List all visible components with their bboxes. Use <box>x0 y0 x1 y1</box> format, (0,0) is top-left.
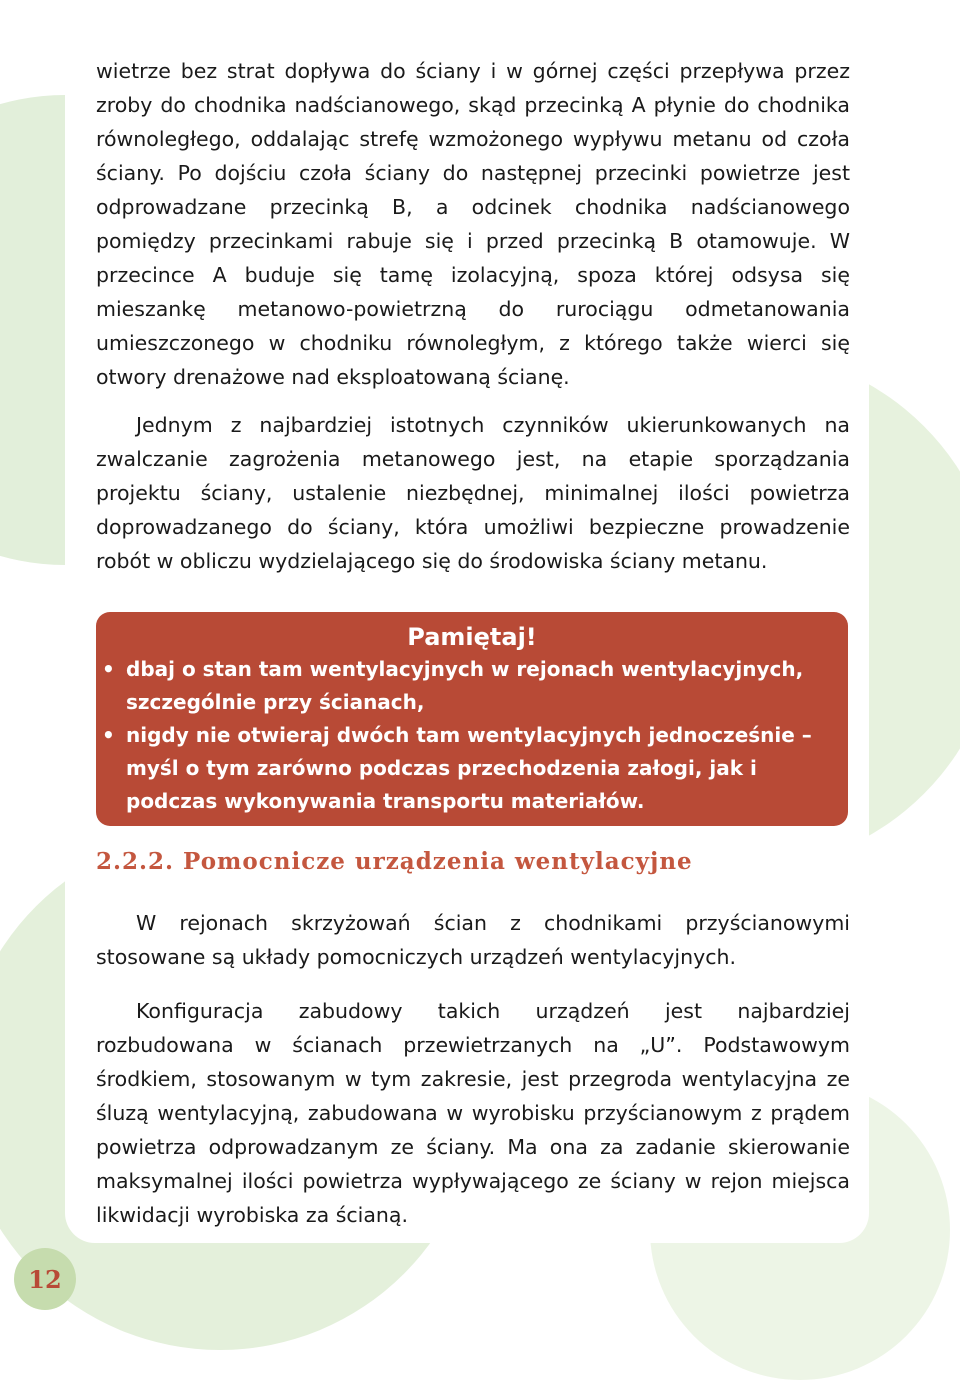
reminder-box <box>96 612 848 826</box>
body-paragraph: wietrze bez strat dopływa do ściany i w górnej części przepływa przez zroby do chodnika nadścianowego, skąd przecinką A płynie do chodnika równoległego, oddalając strefę wzmożonego wypływu metanu od czoła ściany. Po dojściu czoła ściany do następnej przecinki powietrze jest odprowadzane przecinką B, a odcinek chodnika nadścianowego pomiędzy przecinkami rabuje się i przed przecinką B otamowuje. W przecince A buduje się tamę izolacyjną, spoza której odsysa się mieszankę metanowo-powietrzną do rurociągu odmetanowania umieszczonego w chodniku równoległym, z którego także wierci się otwory drenażowe nad eksploatowaną ścianę. <box>96 59 850 389</box>
page-number: 12 <box>28 1264 62 1294</box>
body-paragraph: W rejonach skrzyżowań ścian z chodnikami przyścianowymi stosowane są układy pomocniczych urządzeń wentylacyjnych. <box>96 911 850 969</box>
bullet-icon: • <box>102 657 115 681</box>
reminder-item-text: nigdy nie otwieraj dwóch tam wentylacyjnych jednocześnie – myśl o tym zarówno podczas przechodzenia załogi, jak i podczas wykonywania transportu materiałów. <box>126 723 812 813</box>
section-heading: 2.2.2. Pomocnicze urządzenia wentylacyjne <box>96 848 693 875</box>
body-paragraph: Jednym z najbardziej istotnych czynników ukierunkowanych na zwalczanie zagrożenia metanowego jest, na etapie sporządzania projektu ściany, ustalenie niezbędnej, minimalnej ilości powietrza doprowadzanego do ściany, która umożliwi bezpieczne prowadzenie robót w obliczu wydzielającego się do środowiska ściany metanu. <box>96 413 850 573</box>
body-paragraph: Konfiguracja zabudowy takich urządzeń jest najbardziej rozbudowana w ścianach przewietrzanych na „U”. Podstawowym środkiem, stosowanym w tym zakresie, jest przegroda wentylacyjna ze śluzą wentylacyjną, zabudowana w wyrobisku przyścianowym z prądem powietrza odprowadzanym ze ściany. Ma ona za zadanie skierowanie maksymalnej ilości powietrza wypływającego ze ściany w rejon miejsca likwidacji wyrobiska za ścianą. <box>96 999 850 1227</box>
reminder-item <box>96 653 848 719</box>
bullet-icon: • <box>102 723 115 747</box>
reminder-list <box>96 653 848 818</box>
page-number-badge <box>14 1248 76 1310</box>
reminder-item <box>96 719 848 818</box>
reminder-item-text: dbaj o stan tam wentylacyjnych w rejonach wentylacyjnych, szczególnie przy ścianach, <box>126 657 804 714</box>
reminder-title: Pamiętaj! <box>407 623 537 651</box>
